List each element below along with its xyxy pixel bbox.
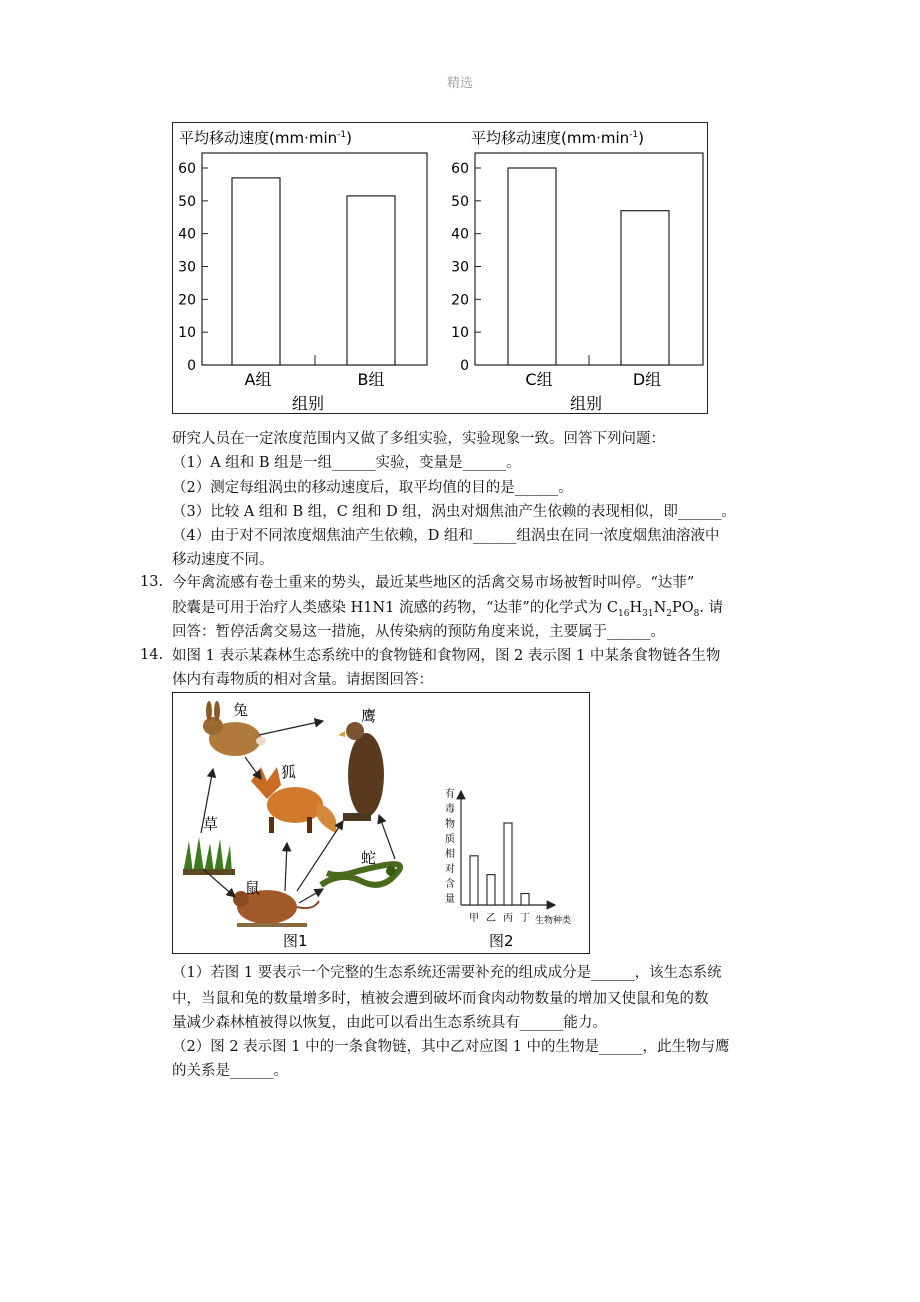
label-mouse: 鼠 <box>245 879 261 897</box>
chart1-ytick-label: 40 <box>178 226 196 243</box>
chart1-xtick-A: A组 <box>244 370 272 389</box>
q14-sub2-line1: （2）图 2 表示图 1 中的一条食物链，其中乙对应图 1 中的生物是______，此生物与鹰 <box>172 1039 730 1055</box>
q13-line3: 回答：暂停活禽交易这一措施，从传染病的预防角度来说，主要属于______。 <box>172 624 665 640</box>
fig2-xtick-丁: 丁 <box>520 913 530 924</box>
fig2-xlabel: 生物种类 <box>535 916 572 926</box>
chart1-ytick-label: 30 <box>178 259 196 276</box>
chart1-ytick-label: 10 <box>178 325 196 342</box>
fig2-ylabel-char: 对 <box>445 864 455 875</box>
chart2-ytick-label: 30 <box>451 259 469 276</box>
chart2-ytick-label: 60 <box>451 161 469 177</box>
q12-sub4: （4）由于对不同浓度烟焦油产生依赖，D 组和______组涡虫在同一浓度烟焦油溶液中 <box>172 528 720 544</box>
q12-sub3: （3）比较 A 组和 B 组，C 组和 D 组，涡虫对烟焦油产生依赖的表现相似，即______。 <box>172 504 736 520</box>
fig2-ylabel-char: 毒 <box>445 804 455 815</box>
chart1-xtick-B: B组 <box>357 370 385 389</box>
caption-fig2: 图2 <box>489 932 514 950</box>
chart1-xlabel: 组别 <box>291 394 325 413</box>
label-eagle: 鹰 <box>361 707 377 725</box>
chart1-ytick-label: 0 <box>187 358 196 374</box>
arrow-mouse-fox <box>285 843 287 891</box>
chart1-ylabel: 平均移动速度$(mm\cdot\min^{-1})$ <box>179 129 352 147</box>
snake-image <box>321 864 400 885</box>
chart1-bar-A组 <box>232 178 280 365</box>
arrow-snake-eagle <box>379 815 395 859</box>
fig2-bar-甲 <box>470 856 478 905</box>
q14-sub1-line1: （1）若图 1 要表示一个完整的生态系统还需要补充的组成成分是______，该生态系统 <box>172 965 722 981</box>
q14-number: 14. <box>140 647 164 663</box>
food-web-svg <box>173 693 591 955</box>
fig2-xtick-丙: 丙 <box>503 913 513 924</box>
q12-sub1: （1）A 组和 B 组是一组______实验，变量是______。 <box>172 455 521 471</box>
fig2-bar-乙 <box>487 875 495 905</box>
intro-text: 研究人员在一定浓度范围内又做了多组实验，实验现象一致。回答下列问题： <box>172 431 665 447</box>
chart2-xtick-C: C组 <box>525 370 553 389</box>
chart2-ytick-label: 0 <box>460 358 469 374</box>
page-header: 精选 <box>446 76 473 91</box>
fig2-xtick-乙: 乙 <box>486 913 496 924</box>
arrow-rabbit-fox <box>245 757 261 779</box>
fig2-ylabel-char: 物 <box>445 819 455 830</box>
q14-line2: 体内有毒物质的相对含量。请据图回答： <box>172 672 433 688</box>
chart2-xlabel: 组别 <box>569 394 603 413</box>
grass-image <box>183 837 235 875</box>
q12-sub4-cont: 移动速度不同。 <box>172 552 274 568</box>
chart2-xtick-D: D组 <box>632 370 662 389</box>
chart1-ytick-label: 60 <box>178 161 196 177</box>
q13-line1: 今年禽流感有卷土重来的势头，最近某些地区的活禽交易市场被暂时叫停。“达菲” <box>172 575 695 591</box>
fig2-ylabel-char: 量 <box>445 894 455 905</box>
q13-line2: 胶囊是可用于治疗人类感染 H1N1 流感的药物，“达菲”的化学式为 $C_{16}H_{31}N_2PO_8$. 请 <box>172 600 724 619</box>
fig2-ylabel-char: 质 <box>445 834 455 845</box>
chart1-ytick-label: 50 <box>178 193 196 210</box>
arrow-mouse-snake <box>299 889 323 903</box>
label-grass: 草 <box>203 815 219 833</box>
chart2-ytick-label: 10 <box>451 325 469 342</box>
food-web-figure <box>172 692 590 954</box>
q14-line1: 如图 1 表示某森林生态系统中的食物链和食物网，图 2 表示图 1 中某条食物链各生物 <box>172 648 721 664</box>
q12-sub2: （2）测定每组涡虫的移动速度后，取平均值的目的是______。 <box>172 480 573 496</box>
eagle-image <box>338 722 384 821</box>
bar-charts-svg <box>173 123 709 415</box>
q14-sub2-line2: 的关系是______。 <box>172 1063 288 1079</box>
chart2-ytick-label: 40 <box>451 226 469 243</box>
chart2-ylabel: 平均移动速度$(mm\cdot\min^{-1})$ <box>471 129 644 147</box>
label-rabbit: 兔 <box>233 701 249 719</box>
arrow-rabbit-eagle <box>259 721 323 735</box>
fig2-ylabel-char: 含 <box>445 879 455 890</box>
fig2-ylabel-char: 相 <box>445 849 455 860</box>
chart2-bar-D组 <box>621 211 669 365</box>
caption-fig1: 图1 <box>283 932 308 950</box>
fig2-bar-丁 <box>521 894 529 905</box>
chart2-bar-C组 <box>508 168 556 365</box>
label-fox: 狐 <box>281 763 297 781</box>
chart2-ytick-label: 50 <box>451 193 469 210</box>
chart2-ytick-label: 20 <box>451 292 469 309</box>
q14-sub1-line2: 中，当鼠和兔的数量增多时，植被会遭到破坏而食肉动物数量的增加又使鼠和兔的数 <box>172 991 709 1007</box>
q14-sub1-line3: 量减少森林植被得以恢复，由此可以看出生态系统具有______能力。 <box>172 1015 607 1031</box>
bar-charts-panel <box>172 122 708 414</box>
chart1-bar-B组 <box>347 196 395 365</box>
fig2-ylabel-char: 有 <box>445 789 455 800</box>
q13-number: 13. <box>140 574 164 590</box>
fig2-bar-丙 <box>504 823 512 905</box>
label-snake: 蛇 <box>361 849 377 867</box>
fig2-xtick-甲: 甲 <box>469 913 479 924</box>
chart1-ytick-label: 20 <box>178 292 196 309</box>
